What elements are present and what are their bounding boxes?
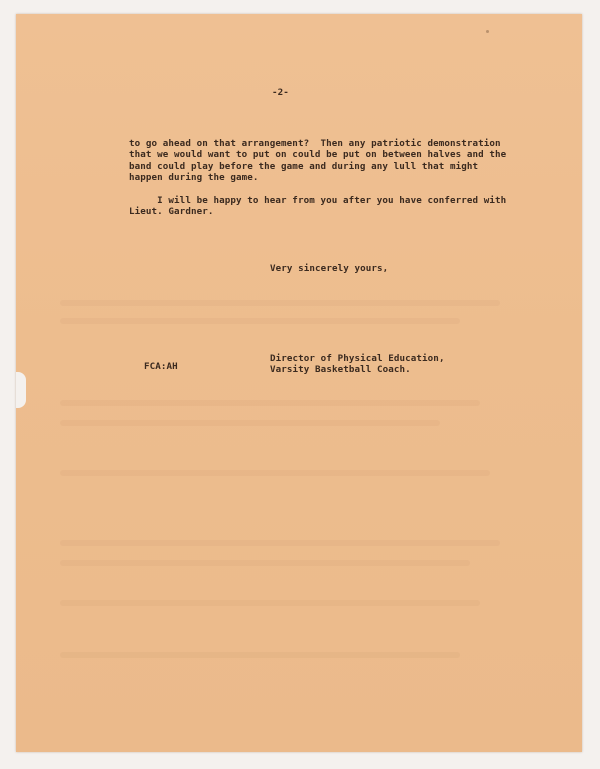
signature-title: Varsity Basketball Coach. bbox=[270, 364, 411, 376]
reference-initials: FCA:AH bbox=[144, 361, 178, 372]
bleed-through-mark bbox=[60, 400, 480, 406]
torn-edge-notch bbox=[16, 372, 26, 408]
bleed-through-mark bbox=[60, 300, 500, 306]
bleed-through-mark bbox=[60, 560, 470, 566]
bleed-through-mark bbox=[60, 318, 460, 324]
text-line: Lieut. Gardner. bbox=[129, 206, 214, 218]
paper-speck bbox=[486, 30, 489, 33]
bleed-through-mark bbox=[60, 420, 440, 426]
bleed-through-mark bbox=[60, 600, 480, 606]
signature-block bbox=[270, 353, 445, 376]
body-paragraph-1 bbox=[129, 138, 506, 184]
bleed-through-mark bbox=[60, 652, 460, 658]
signature-title: Director of Physical Education, bbox=[270, 353, 445, 364]
text-line: happen during the game. bbox=[129, 172, 259, 184]
letter-page bbox=[16, 14, 582, 752]
bleed-through-mark bbox=[60, 540, 500, 546]
text-line: I will be happy to hear from you after you have conferred with bbox=[129, 195, 507, 206]
text-line: to go ahead on that arrangement? Then any patriotic demonstration bbox=[129, 138, 501, 149]
closing-line: Very sincerely yours, bbox=[270, 263, 389, 274]
bleed-through-mark bbox=[60, 470, 490, 476]
page-number: -2- bbox=[272, 87, 289, 98]
text-line: band could play before the game and during any lull that might bbox=[129, 160, 479, 172]
text-line: that we would want to put on could be put on between halves and the bbox=[129, 149, 507, 161]
body-paragraph-2 bbox=[129, 195, 506, 218]
